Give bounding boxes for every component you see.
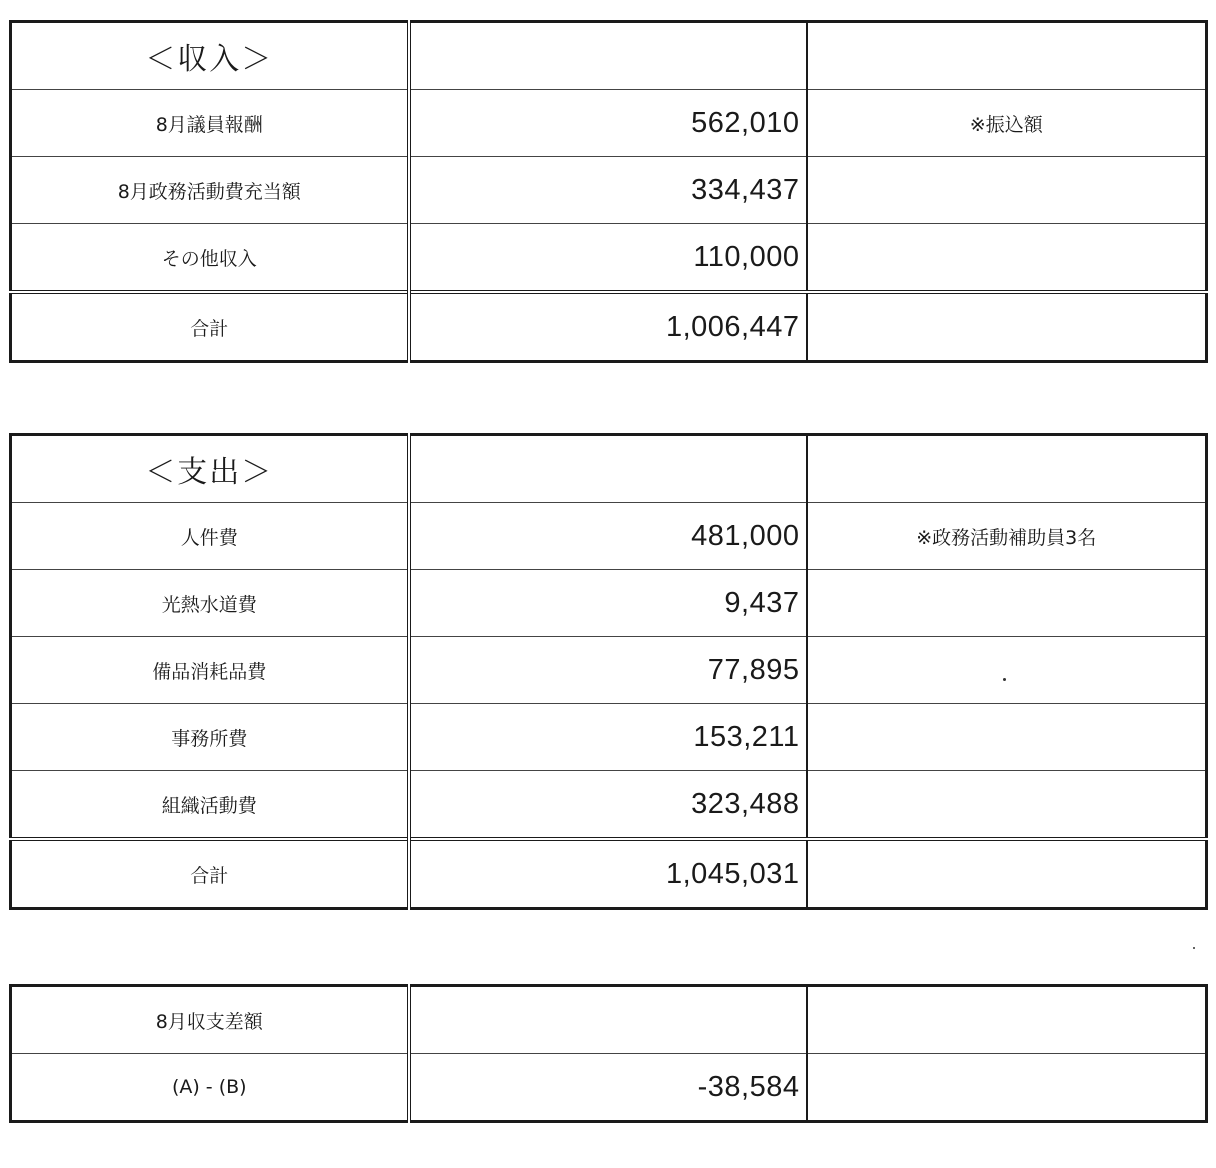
- expense-row-note: [807, 637, 1207, 704]
- balance-note-cell: [807, 1054, 1207, 1122]
- balance-header-row: [11, 986, 1207, 1054]
- scan-speck: [1003, 678, 1006, 681]
- balance-header-note-cell: [807, 986, 1207, 1054]
- income-total-note: [807, 292, 1207, 362]
- table-row: [11, 704, 1207, 771]
- income-row-amount: 334,437: [409, 157, 807, 224]
- balance-value-row: [11, 1054, 1207, 1122]
- income-total-row: [11, 292, 1207, 362]
- income-row-label: 8月議員報酬: [11, 90, 409, 157]
- expense-row-amount: 9,437: [409, 570, 807, 637]
- table-row: [11, 570, 1207, 637]
- table-row: [11, 157, 1207, 224]
- income-total-label: 合計: [11, 292, 409, 362]
- expense-header-row: [11, 435, 1207, 503]
- balance-header-amount-cell: [409, 986, 807, 1054]
- table-row: [11, 224, 1207, 293]
- expense-row-amount: 153,211: [409, 704, 807, 771]
- income-total-amount: 1,006,447: [409, 292, 807, 362]
- expense-row-label: 備品消耗品費: [11, 637, 409, 704]
- expense-row-amount: 77,895: [409, 637, 807, 704]
- income-row-note: ※振込額: [807, 90, 1207, 157]
- income-header-note-cell: [807, 22, 1207, 90]
- income-row-label: その他収入: [11, 224, 409, 293]
- income-row-note: [807, 224, 1207, 293]
- expense-total-label: 合計: [11, 839, 409, 909]
- scan-speck: [1193, 947, 1195, 949]
- expense-row-label: 人件費: [11, 503, 409, 570]
- table-row: [11, 771, 1207, 840]
- expense-row-note: ※政務活動補助員3名: [807, 503, 1207, 570]
- table-row: [11, 637, 1207, 704]
- expense-row-amount: 481,000: [409, 503, 807, 570]
- income-title: ＜収入＞: [11, 22, 409, 90]
- expense-row-label: 光熱水道費: [11, 570, 409, 637]
- expense-row-label: 事務所費: [11, 704, 409, 771]
- expense-header-note-cell: [807, 435, 1207, 503]
- expense-row-note: [807, 771, 1207, 840]
- expense-table: [9, 433, 1208, 910]
- income-header-amount-cell: [409, 22, 807, 90]
- balance-table: [9, 984, 1208, 1123]
- income-row-note: [807, 157, 1207, 224]
- expense-title: ＜支出＞: [11, 435, 409, 503]
- income-table: [9, 20, 1208, 363]
- balance-amount: -38,584: [409, 1054, 807, 1122]
- table-row: [11, 90, 1207, 157]
- expense-row-note: [807, 704, 1207, 771]
- expense-total-row: [11, 839, 1207, 909]
- expense-header-amount-cell: [409, 435, 807, 503]
- expense-row-amount: 323,488: [409, 771, 807, 840]
- expense-total-amount: 1,045,031: [409, 839, 807, 909]
- income-row-amount: 110,000: [409, 224, 807, 293]
- balance-title: 8月収支差額: [11, 986, 409, 1054]
- balance-formula: (A) - (B): [11, 1054, 409, 1122]
- income-row-label: 8月政務活動費充当額: [11, 157, 409, 224]
- expense-total-note: [807, 839, 1207, 909]
- table-row: [11, 503, 1207, 570]
- income-header-row: [11, 22, 1207, 90]
- expense-row-label: 組織活動費: [11, 771, 409, 840]
- income-row-amount: 562,010: [409, 90, 807, 157]
- expense-row-note: [807, 570, 1207, 637]
